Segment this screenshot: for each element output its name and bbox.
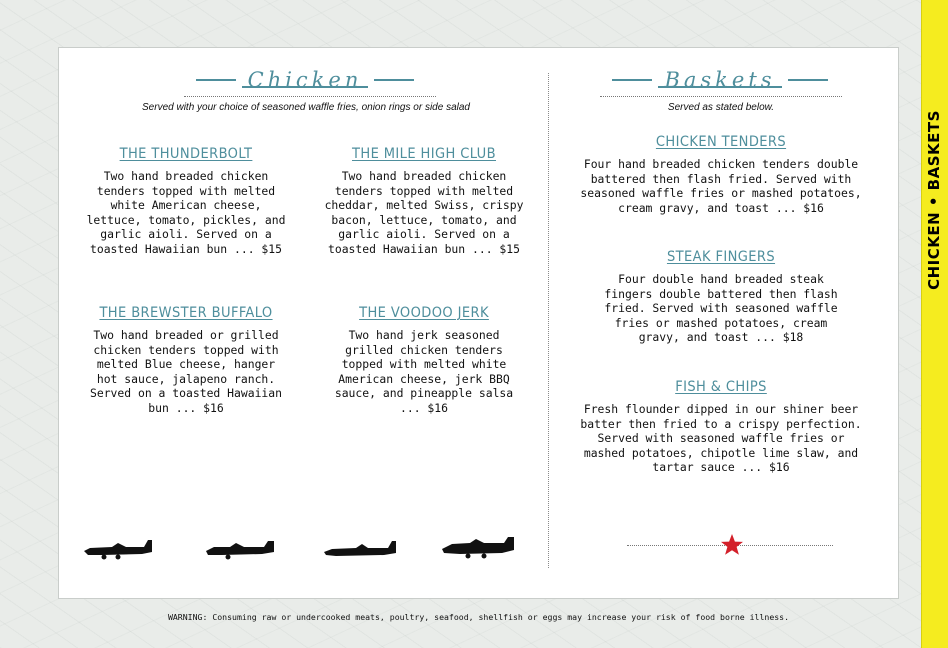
heading-rule-left [612,79,652,81]
item-title: FISH & CHIPS [675,379,767,395]
warning-text: WARNING: Consuming raw or undercooked meats, poultry, seafood, shellfish or eggs may increase your risk of food borne illness. [167,612,790,622]
item-title: CHICKEN TENDERS [655,134,787,150]
item-description: Two hand breaded chicken tenders topped with melted cheddar, melted Swiss, crispy bacon, lettuce, tomato, and garlic aioli. Served on a toasted Hawaiian bun ... $15 [324,169,524,256]
menu-item-steak-fingers [594,249,848,345]
menu-item-chicken-tenders [578,134,864,215]
baskets-heading-text: Baskets [660,68,779,92]
menu-item-brewster-buffalo [86,305,286,416]
heading-rule-left [196,79,236,81]
menu-item-mile-high-club [324,146,524,257]
item-title: THE MILE HIGH CLUB [352,146,496,162]
plane-silhouette-icon [322,538,398,562]
baskets-heading-dots [600,96,842,97]
item-title: THE BREWSTER BUFFALO [99,305,273,321]
plane-silhouette-icon [440,535,516,561]
item-description: Four double hand breaded steak fingers double battered then flash fried. Served with seasoned waffle fries or mashed potatoes, cream gravy, and toast ... $18 [604,272,838,345]
star-icon [720,533,744,557]
menu-item-thunderbolt [86,146,286,257]
heading-rule-right [788,79,828,81]
item-description: Four hand breaded chicken tenders double battered then flash fried. Served with seasoned waffle fries or mashed potatoes, cream gravy, and toast ... $16 [580,157,862,215]
item-title: THE THUNDERBOLT [119,146,253,162]
baskets-heading [600,68,840,92]
column-divider [548,73,549,568]
chicken-heading-dots [184,96,436,97]
plane-silhouette-icon [82,536,154,562]
menu-item-fish-and-chips [578,379,864,475]
chicken-note: Served with your choice of seasoned waffle fries, onion rings or side salad [142,102,470,113]
item-description: Two hand breaded chicken tenders topped with melted white American cheese, lettuce, tomato, pickles, and garlic aioli. Served on a toasted Hawaiian bun ... $15 [86,169,286,256]
item-description: Two hand jerk seasoned grilled chicken tenders topped with melted white American cheese, jerk BBQ sauce, and pineapple salsa ... $16 [334,328,514,415]
chicken-heading [180,68,430,92]
heading-rule-right [374,79,414,81]
item-title: STEAK FINGERS [666,249,776,265]
plane-silhouette-icon [204,538,276,562]
item-description: Fresh flounder dipped in our shiner beer batter then fried to a crispy perfection. Served with seasoned waffle fries or mashed potatoes, chipotle lime slaw, and tartar sauce ... $16 [580,402,862,475]
menu-item-voodoo-jerk [324,305,524,416]
item-description: Two hand breaded or grilled chicken tenders topped with melted Blue cheese, hanger hot sauce, jalapeno ranch. Served on a toasted Hawaiian bun ... $16 [89,328,283,415]
item-title: THE VOODOO JERK [359,305,489,321]
side-tab-label: CHICKEN • BASKETS [925,110,943,290]
baskets-note: Served as stated below. [667,102,775,113]
chicken-heading-text: Chicken [244,68,367,92]
side-tab [921,0,948,648]
